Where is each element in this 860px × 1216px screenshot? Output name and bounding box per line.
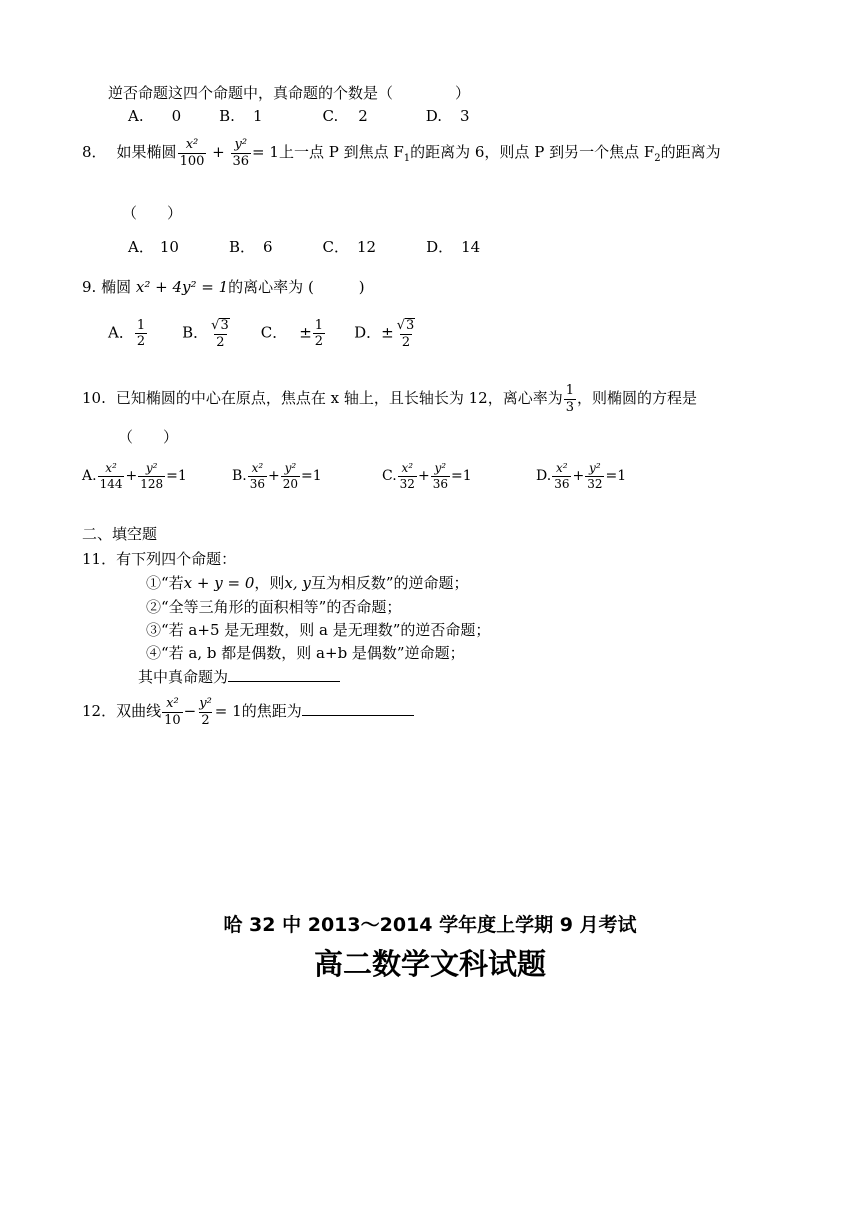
q12-stem <box>82 697 414 727</box>
q8-sub-1: 1 <box>403 153 411 165</box>
q9-number: 9. <box>82 278 97 296</box>
q9-a-num: 1 <box>136 317 146 333</box>
q8-option-d-value: 14 <box>461 238 481 256</box>
q8-option-a-value: 10 <box>159 238 179 256</box>
q10-a-x2: x² <box>105 461 117 475</box>
q11-number: 11． <box>82 550 117 568</box>
q11-item1-expr2: x, y <box>284 574 311 592</box>
q9-answer-paren: ( ) <box>307 278 365 296</box>
q10-option-a: A. $\frac{\text{x²}}{144}$ + $\frac{\text{y²}}{128}$ =1 <box>82 461 187 491</box>
q7-option-d-label: D. <box>425 107 443 125</box>
q10-option-b: B. $\frac{\text{x²}}{36}$ + $\frac{\text{y²}}{20}$ =1 <box>232 461 322 491</box>
q10-d-den1: 36 <box>554 476 570 491</box>
q8-text-2: 的距离为 6，则点 P 到另一个焦点 F <box>410 143 655 162</box>
q10-b-label: B. <box>232 468 247 485</box>
q7-option-a-label: A. <box>128 107 144 125</box>
q9-d-sign: ± <box>381 323 394 342</box>
q9-option-d-label: D． <box>354 323 382 342</box>
q11-item1-expr: x + y = 0 <box>183 574 255 592</box>
q8-frac-y-den: 36 <box>232 153 250 169</box>
q11-item1-a: ①“若 <box>146 574 184 592</box>
q7-option-b-label: B. <box>219 107 235 125</box>
q11-item1-b: ，则 <box>254 574 285 592</box>
q8-text-3: 的距离为 <box>660 143 721 162</box>
q9-c-den: 2 <box>314 334 324 350</box>
q8-option-b-value: 6 <box>262 238 273 256</box>
q9-d-den: 2 <box>401 334 411 350</box>
sqrt-symbol: √ 3 <box>211 318 229 333</box>
q9-a-den: 2 <box>136 334 146 350</box>
q8-option-b-label: B． <box>228 238 255 256</box>
q9-lead: 椭圆 <box>101 278 132 296</box>
q8-option-c-label: C． <box>322 238 349 256</box>
q12-frac-x-num: x² <box>166 696 179 711</box>
q8-option-d-label: D． <box>426 238 454 256</box>
q8-answer-paren: （ ） <box>122 204 183 222</box>
q10-option-c: C. $\frac{\text{x²}}{32}$ + $\frac{\text{y²}}{36}$ =1 <box>382 461 472 491</box>
q7-stem-text: 逆否命题这四个命题中，真命题的个数是（ <box>108 84 394 102</box>
q8-option-a-label: A． <box>128 238 154 256</box>
q10-eccentricity-frac <box>564 384 576 414</box>
q7-options <box>128 107 470 125</box>
q8-frac-x-den: 100 <box>179 153 205 169</box>
q12-frac-y-num: y² <box>199 696 212 711</box>
q10-d-y2: y² <box>589 461 601 475</box>
q9-option-d-frac <box>395 318 418 349</box>
q10-a-eq: =1 <box>166 468 187 485</box>
q9-stem <box>82 276 365 297</box>
q12-answer-blank[interactable] <box>302 701 414 716</box>
q12-frac-x-den: 10 <box>164 712 181 728</box>
q8-fraction-x <box>178 138 207 168</box>
q8-frac-x-num: x² <box>185 137 199 152</box>
q12-frac-x <box>162 697 183 727</box>
q9-option-a-frac <box>135 319 147 349</box>
q10-a-y2: y² <box>145 461 158 475</box>
q12-equals: = 1 <box>214 702 242 721</box>
q10-d-x2: x² <box>556 461 568 475</box>
q10-text-2: ，则椭圆的方程是 <box>577 389 698 408</box>
q9-options <box>108 318 418 349</box>
q9-option-b-frac <box>209 318 232 349</box>
q8-text-1: 上一点 P 到焦点 F <box>278 143 404 162</box>
q11-lead: 有下列四个命题： <box>116 550 237 568</box>
q9-option-c-label: C． <box>260 323 288 342</box>
q11-item-1 <box>146 572 469 593</box>
q10-c-y2: y² <box>434 461 447 475</box>
q8-number: 8． <box>82 143 107 162</box>
section-heading-fill-in: 二、填空题 <box>82 525 158 543</box>
sqrt-symbol: √ 3 <box>396 318 415 333</box>
q10-frac-num: 1 <box>565 383 574 398</box>
q9-c-num: 1 <box>314 317 324 333</box>
q9-c-sign: ± <box>299 323 312 342</box>
q7-stem-tail <box>108 82 470 103</box>
q10-a-den2: 128 <box>140 476 164 491</box>
q7-option-b-value: 1 <box>252 107 263 125</box>
q8-option-c-value: 12 <box>357 238 377 256</box>
q9-text: 的离心率为 <box>228 278 304 296</box>
q12-number: 12． <box>82 702 117 721</box>
q12-frac-y <box>197 697 214 727</box>
q10-c-x2: x² <box>401 461 414 475</box>
q8-lead: 如果椭圆 <box>116 143 177 162</box>
q7-option-c-value: 2 <box>358 107 368 125</box>
q9-option-b-label: B． <box>182 323 209 342</box>
q10-c-label: C. <box>382 468 397 485</box>
q7-option-c-label: C. <box>322 107 339 125</box>
q10-frac-den: 3 <box>565 399 574 415</box>
q8-frac-y-num: y² <box>234 137 248 152</box>
q11-item1-c: 互为相反数”的逆命题； <box>310 574 469 592</box>
q8-stem: 8． 如果椭圆 $\frac{\text{x²}}{100}$ + $\frac{\text{y²}}{36}$ = 1上一点 P 到焦点 $F_1$的距离为 6，则点 P 到另一个焦点 $F_2$的距离为 <box>82 137 721 169</box>
q10-text: 已知椭圆的中心在原点，焦点在 x 轴上，且长轴长为 12，离心率为 <box>115 389 563 408</box>
q12-lead: 双曲线 <box>116 702 162 721</box>
exam-header-line: 哈 32 中 2013～2014 学年度上学期 9 月考试 <box>223 914 637 936</box>
q9-option-a-label: A． <box>108 323 134 342</box>
q11-item-2: ②“全等三角形的面积相等”的否命题； <box>146 598 402 616</box>
q8-options <box>128 236 480 257</box>
q10-b-x2: x² <box>251 461 264 475</box>
q10-b-y2: y² <box>284 461 297 475</box>
q10-b-eq: =1 <box>301 468 322 485</box>
q12-minus: − <box>183 702 197 721</box>
q11-item-3: ③“若 a+5 是无理数，则 a 是无理数”的逆否命题； <box>146 621 491 639</box>
q9-option-c-frac <box>313 319 325 349</box>
q10-d-den2: 32 <box>587 476 603 491</box>
q10-number: 10. <box>82 389 106 408</box>
q10-a-den1: 144 <box>99 476 123 491</box>
q10-c-den2: 36 <box>432 476 448 491</box>
q10-a-label: A. <box>82 468 97 485</box>
q11-answer-blank[interactable] <box>228 667 340 682</box>
q12-frac-y-den: 2 <box>201 712 210 728</box>
q8-sub-2: 2 <box>654 153 661 165</box>
q9-d-num: 3 <box>405 318 415 333</box>
q10-stem <box>82 384 697 414</box>
q10-c-den1: 32 <box>399 476 415 491</box>
q9-expression: x² + 4y² = 1 <box>135 278 229 296</box>
q10-c-eq: =1 <box>450 468 472 485</box>
q10-b-den1: 36 <box>249 476 266 491</box>
q10-d-eq: =1 <box>605 468 627 485</box>
q11-answer-line <box>138 666 340 687</box>
q9-b-num: 3 <box>220 318 229 333</box>
q7-option-d-value: 3 <box>460 107 470 125</box>
q9-b-den: 2 <box>216 334 225 350</box>
q11-answer-lead: 其中真命题为 <box>138 668 229 686</box>
q7-stem-close: ） <box>455 84 471 102</box>
q11-stem <box>82 548 236 569</box>
q8-fraction-y <box>231 138 252 168</box>
q12-text: 的焦距为 <box>241 702 302 721</box>
exam-title: 高二数学文科试题 <box>313 947 546 981</box>
q8-equals: = 1 <box>252 143 279 162</box>
q11-item-4: ④“若 a, b 都是偶数，则 a+b 是偶数”逆命题； <box>146 644 465 662</box>
q10-d-label: D. <box>536 468 552 485</box>
q10-b-den2: 20 <box>282 476 299 491</box>
q10-answer-paren: （ ） <box>118 428 179 446</box>
q10-option-d: D. $\frac{\text{x²}}{36}$ + $\frac{\text{y²}}{32}$ =1 <box>536 461 627 491</box>
q7-option-a-value: 0 <box>171 107 182 125</box>
